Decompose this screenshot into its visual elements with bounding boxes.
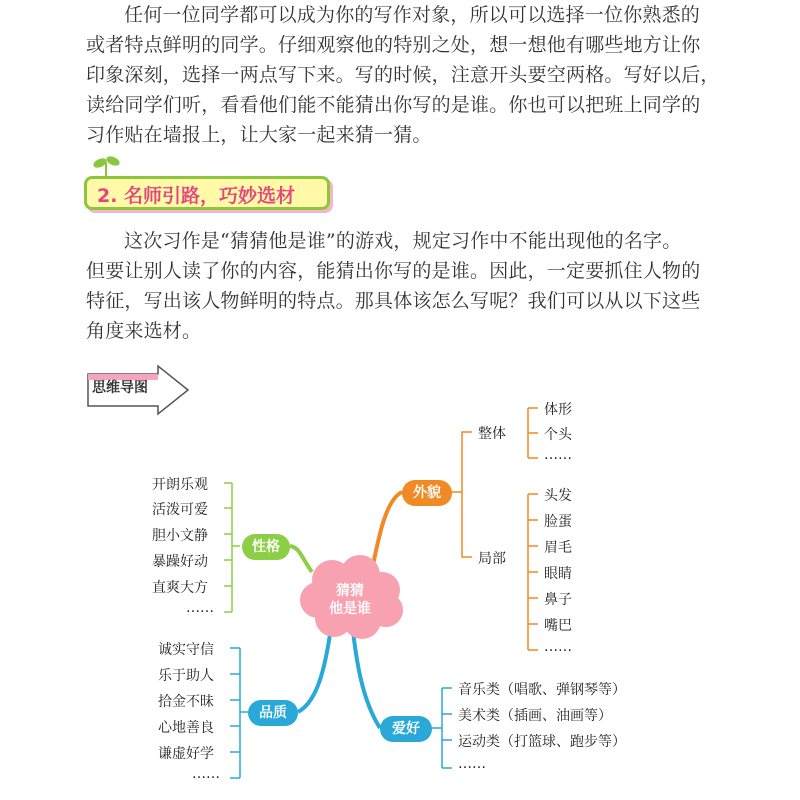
appearance-parts-item: 嘴巴: [544, 618, 572, 634]
hobby-item: ……: [458, 756, 486, 772]
personality-item: 暴躁好动: [152, 554, 208, 570]
intro-line: 或者特点鲜明的同学。仔细观察他的特别之处，想一想他有哪些地方让你: [86, 34, 701, 56]
appearance-parts-item: 鼻子: [544, 592, 572, 608]
node-quality: 品质: [248, 700, 298, 726]
node-hobby: 爱好: [380, 716, 432, 742]
center-line-2: 他是谁: [329, 601, 371, 617]
appearance-parts-label: 局部: [478, 551, 506, 567]
quality-item: 乐于助人: [158, 668, 214, 684]
appearance-whole-item: 个头: [544, 427, 572, 443]
hobby-item: 运动类（打篮球、跑步等）: [458, 734, 626, 750]
personality-item: 直爽大方: [152, 580, 208, 596]
appearance-parts-item: 脸蛋: [544, 514, 572, 530]
appearance-parts-item: 头发: [544, 488, 572, 504]
intro-line: 任何一位同学都可以成为你的写作对象，所以可以选择一位你熟悉的: [124, 4, 701, 26]
node-appearance: 外貌: [402, 480, 452, 506]
body-line: 特征，写出该人物鲜明的特点。那具体该怎么写呢？我们可以从以下这些: [86, 290, 701, 312]
appearance-parts-item: 眼睛: [544, 566, 572, 582]
appearance-whole-item: ……: [544, 447, 572, 463]
body-line: 角度来选材。: [86, 320, 202, 342]
hobby-item: 美术类（插画、油画等）: [458, 708, 612, 724]
quality-item: 诚实守信: [158, 642, 214, 658]
hobby-item: 音乐类（唱歌、弹钢琴等）: [458, 682, 626, 698]
appearance-parts-item: 眉毛: [544, 540, 572, 556]
quality-item: 拾金不昧: [158, 694, 214, 710]
personality-item: ……: [186, 600, 214, 616]
node-personality: 性格: [242, 534, 290, 560]
center-line-1: 猜猜: [336, 583, 364, 599]
appearance-whole-item: 体形: [544, 402, 572, 418]
intro-line: 印象深刻，选择一两点写下来。写的时候，注意开头要空两格。写好以后，: [86, 64, 720, 86]
appearance-whole-label: 整体: [478, 426, 506, 442]
intro-line: 习作贴在墙报上，让大家一起来猜一猜。: [86, 124, 432, 146]
personality-item: 活泼可爱: [152, 502, 208, 518]
mindmap-tag-label: 思维导图: [92, 380, 148, 396]
quality-item: ……: [192, 766, 220, 782]
appearance-parts-item: ……: [544, 639, 572, 655]
intro-line: 读给同学们听，看看他们能不能猜出你写的是谁。你也可以把班上同学的: [86, 94, 701, 116]
personality-item: 开朗乐观: [152, 477, 208, 493]
quality-item: 谦虚好学: [158, 746, 214, 762]
body-line: 这次习作是“猜猜他是谁”的游戏，规定习作中不能出现他的名字。: [124, 230, 682, 252]
body-line: 但要让别人读了你的内容，能猜出你写的是谁。因此，一定要抓住人物的: [86, 260, 701, 282]
quality-item: 心地善良: [158, 720, 214, 736]
personality-item: 胆小文静: [152, 528, 208, 544]
section-title: 2. 名师引路，巧妙选材: [84, 176, 330, 210]
